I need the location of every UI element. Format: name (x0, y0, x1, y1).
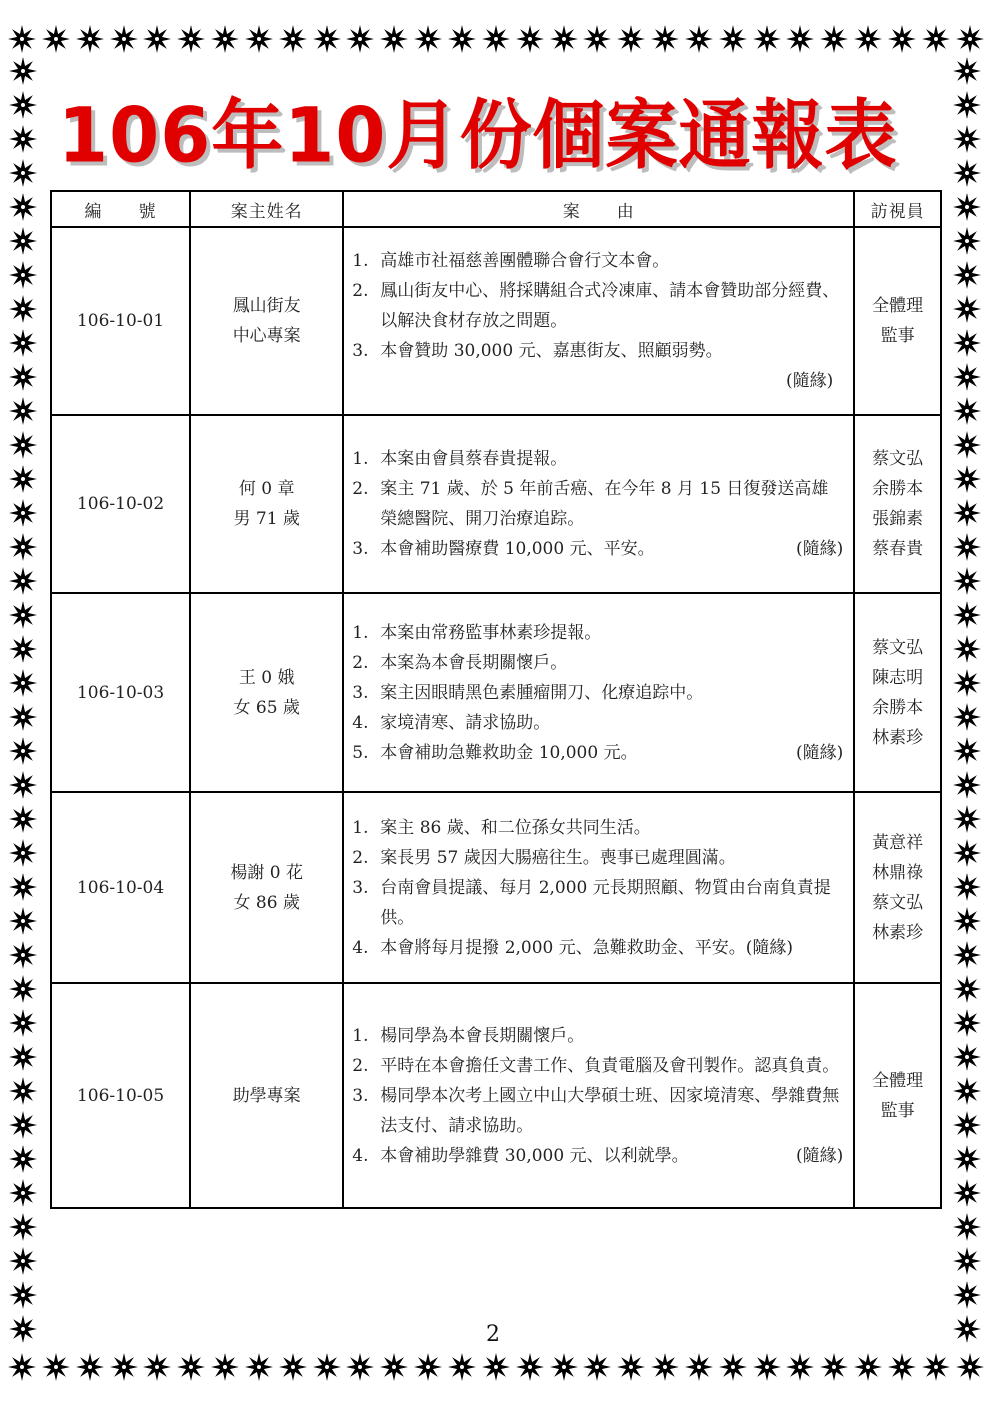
reason-item-text-content: 楊同學為本會長期關懷戶。 (380, 1025, 585, 1046)
asterisk-star-icon (951, 769, 983, 801)
asterisk-star-icon (108, 23, 140, 55)
client-name-line: 鳳山街友 (232, 296, 301, 316)
asterisk-star-icon (951, 701, 983, 733)
reason-item (352, 618, 843, 648)
reason-item-text (380, 474, 843, 534)
asterisk-star-icon (7, 1075, 39, 1107)
asterisk-star-icon (7, 497, 39, 529)
reason-item (352, 444, 843, 474)
asterisk-star-icon (7, 259, 39, 291)
page-title: 106年10月份個案通報表 (58, 91, 898, 180)
reason-item (352, 933, 843, 963)
asterisk-star-icon (951, 225, 983, 257)
reason-item (352, 246, 843, 276)
asterisk-star-icon (852, 23, 884, 55)
table-row (51, 983, 941, 1208)
reason-item-text (380, 246, 843, 276)
visitor-name: 蔡春貴 (872, 539, 924, 559)
reason-item-text (380, 444, 843, 474)
asterisk-star-icon (581, 1351, 613, 1383)
asterisk-star-icon (7, 1007, 39, 1039)
reason-item-text-content: 平時在本會擔任文書工作、負責電腦及會刊製作。認真負責。 (380, 1055, 840, 1076)
asterisk-star-icon (7, 565, 39, 597)
case-visitors (854, 593, 941, 792)
asterisk-star-icon (7, 191, 39, 223)
asterisk-star-icon (7, 973, 39, 1005)
reason-item-text-content: 本會補助急難救助金 10,000 元。 (380, 742, 638, 763)
asterisk-star-icon (40, 1351, 72, 1383)
visitor-name: 蔡文弘 (872, 892, 924, 913)
table-header-row (51, 191, 941, 227)
asterisk-star-icon (6, 23, 38, 55)
asterisk-star-icon (548, 23, 580, 55)
case-id: 106-10-02 (51, 415, 190, 593)
asterisk-star-icon (7, 395, 39, 427)
client-name-line: 女 86 歲 (233, 892, 300, 913)
asterisk-star-icon (40, 23, 72, 55)
asterisk-star-icon (412, 23, 444, 55)
case-id: 106-10-05 (51, 983, 190, 1208)
reason-item-text-content: 本會補助學雜費 30,000 元、以利就學。 (380, 1145, 689, 1166)
asterisk-star-icon (7, 225, 39, 257)
reason-item-number: 2. (352, 479, 369, 499)
asterisk-star-icon (175, 23, 207, 55)
asterisk-star-icon (951, 667, 983, 699)
decorative-border-top (6, 22, 986, 56)
case-id: 106-10-04 (51, 792, 190, 983)
asterisk-star-icon (951, 871, 983, 903)
asterisk-star-icon (951, 395, 983, 427)
reason-item-number: 3. (352, 539, 369, 559)
asterisk-star-icon (886, 23, 918, 55)
visitor-name: 林素珍 (872, 922, 924, 943)
reason-item-number: 2. (352, 1055, 369, 1076)
table-row (51, 415, 941, 593)
reason-item (352, 1021, 843, 1051)
asterisk-star-icon (74, 1351, 106, 1383)
decorative-border-right (950, 55, 984, 1345)
asterisk-star-icon (951, 1109, 983, 1141)
asterisk-star-icon (951, 531, 983, 563)
asterisk-star-icon (951, 633, 983, 665)
asterisk-star-icon (951, 1279, 983, 1311)
client-name-line: 助學專案 (232, 1085, 301, 1106)
asterisk-star-icon (951, 259, 983, 291)
reason-item (352, 738, 843, 768)
visitor-name: 余勝本 (872, 479, 924, 499)
reason-item-text (380, 813, 843, 843)
asterisk-star-icon (951, 1143, 983, 1175)
client-name-line: 王 0 娥 (238, 667, 295, 688)
table-row (51, 593, 941, 792)
asterisk-star-icon (412, 1351, 444, 1383)
case-client-name (190, 593, 343, 792)
asterisk-star-icon (7, 1143, 39, 1175)
asterisk-star-icon (344, 1351, 376, 1383)
reason-item (352, 1051, 843, 1081)
visitor-name: 蔡文弘 (872, 449, 924, 469)
asterisk-star-icon (243, 23, 275, 55)
reason-item-text-content: 案主 71 歲、於 5 年前舌癌、在今年 8 月 15 日復發送高雄榮總醫院、開刀治療追踪。 (380, 479, 829, 529)
decorative-border-bottom (6, 1350, 986, 1384)
table-row (51, 792, 941, 983)
case-visitors (854, 983, 941, 1208)
asterisk-star-icon (344, 23, 376, 55)
asterisk-star-icon (951, 429, 983, 461)
client-name-line: 中心專案 (232, 326, 301, 346)
page-number: 2 (486, 1322, 500, 1347)
reason-item-text (380, 1081, 843, 1141)
reason-item-text (380, 1051, 843, 1081)
asterisk-star-icon (7, 327, 39, 359)
asterisk-star-icon (7, 599, 39, 631)
asterisk-star-icon (649, 23, 681, 55)
asterisk-star-icon (7, 667, 39, 699)
asterisk-star-icon (378, 1351, 410, 1383)
client-name-line: 男 71 歲 (233, 509, 300, 529)
asterisk-star-icon (7, 1279, 39, 1311)
header-visitor: 訪視員 (854, 191, 941, 227)
asterisk-star-icon (378, 23, 410, 55)
reason-item-number: 2. (352, 847, 369, 868)
visitor-name: 張錦素 (872, 509, 924, 529)
asterisk-star-icon (951, 1177, 983, 1209)
visitor-name: 監事 (880, 326, 915, 346)
reason-item (352, 1081, 843, 1141)
reason-item (352, 843, 843, 873)
asterisk-star-icon (7, 735, 39, 767)
asterisk-star-icon (951, 191, 983, 223)
reason-item (352, 474, 843, 534)
visitor-name: 林鼎祿 (872, 862, 924, 883)
client-name-line: 女 65 歲 (233, 697, 300, 718)
asterisk-star-icon (951, 55, 983, 87)
reason-item (352, 336, 843, 366)
asterisk-star-icon (951, 803, 983, 835)
asterisk-star-icon (717, 1351, 749, 1383)
case-client-name (190, 983, 343, 1208)
reason-item (352, 813, 843, 843)
asterisk-star-icon (649, 1351, 681, 1383)
asterisk-star-icon (548, 1351, 580, 1383)
reason-item-text (380, 1021, 843, 1051)
asterisk-star-icon (7, 531, 39, 563)
asterisk-star-icon (920, 1351, 952, 1383)
asterisk-star-icon (480, 1351, 512, 1383)
reason-item-text (380, 843, 843, 873)
asterisk-star-icon (818, 23, 850, 55)
asterisk-star-icon (951, 463, 983, 495)
asterisk-star-icon (108, 1351, 140, 1383)
asterisk-star-icon (683, 23, 715, 55)
reason-item-number: 1. (352, 251, 369, 271)
asterisk-star-icon (7, 463, 39, 495)
reason-item-number: 4. (352, 1145, 369, 1166)
reason-item-text-content: 鳳山街友中心、將採購組合式冷凍庫、請本會贊助部分經費、以解決食材存放之問題。 (380, 281, 840, 331)
case-client-name (190, 792, 343, 983)
reason-item-text (380, 336, 843, 366)
asterisk-star-icon (7, 803, 39, 835)
asterisk-star-icon (7, 293, 39, 325)
donation-note: (隨緣) (786, 371, 834, 391)
asterisk-star-icon (951, 939, 983, 971)
asterisk-star-icon (7, 89, 39, 121)
reason-item-number: 2. (352, 281, 369, 301)
reason-item-text (380, 678, 843, 708)
asterisk-star-icon (951, 89, 983, 121)
client-name-line: 楊謝 0 花 (230, 862, 303, 883)
visitor-name: 監事 (880, 1100, 915, 1121)
asterisk-star-icon (7, 939, 39, 971)
reason-item-number: 1. (352, 449, 369, 469)
table-row (51, 227, 941, 415)
reason-item-number: 4. (352, 937, 369, 958)
reason-item-number: 1. (352, 622, 369, 643)
client-name-line: 何 0 章 (238, 479, 295, 499)
donation-note: (隨緣) (796, 742, 844, 763)
reason-item-text-content: 本案由常務監事林素珍提報。 (380, 622, 602, 643)
asterisk-star-icon (852, 1351, 884, 1383)
asterisk-star-icon (175, 1351, 207, 1383)
asterisk-star-icon (446, 1351, 478, 1383)
case-visitors (854, 227, 941, 415)
asterisk-star-icon (141, 1351, 173, 1383)
asterisk-star-icon (7, 1177, 39, 1209)
case-report-table (50, 190, 942, 1209)
reason-item-number: 3. (352, 682, 369, 703)
asterisk-star-icon (141, 23, 173, 55)
case-client-name (190, 227, 343, 415)
asterisk-star-icon (818, 1351, 850, 1383)
asterisk-star-icon (277, 23, 309, 55)
asterisk-star-icon (951, 837, 983, 869)
asterisk-star-icon (7, 1211, 39, 1243)
asterisk-star-icon (311, 1351, 343, 1383)
case-reason (343, 227, 854, 415)
reason-item-text (380, 738, 843, 768)
reason-item-text-content: 高雄市社福慈善團體聯合會行文本會。 (380, 251, 670, 271)
asterisk-star-icon (277, 1351, 309, 1383)
asterisk-star-icon (7, 1109, 39, 1141)
asterisk-star-icon (920, 23, 952, 55)
asterisk-star-icon (514, 1351, 546, 1383)
asterisk-star-icon (951, 361, 983, 393)
reason-item (352, 708, 843, 738)
reason-item-text-content: 本會補助醫療費 10,000 元、平安。 (380, 539, 655, 559)
asterisk-star-icon (951, 905, 983, 937)
asterisk-star-icon (751, 1351, 783, 1383)
reason-item-text-content: 本會將每月提撥 2,000 元、急難救助金、平安。(隨緣) (380, 937, 794, 958)
asterisk-star-icon (7, 429, 39, 461)
reason-item-text (380, 648, 843, 678)
reason-item-text-content: 家境清寒、請求協助。 (380, 712, 551, 733)
reason-item-text-content: 本會贊助 30,000 元、嘉惠街友、照顧弱勢。 (380, 341, 723, 361)
asterisk-star-icon (951, 599, 983, 631)
reason-item-number: 1. (352, 1025, 369, 1046)
reason-item (352, 678, 843, 708)
asterisk-star-icon (446, 23, 478, 55)
reason-item (352, 873, 843, 933)
visitor-name: 余勝本 (872, 697, 924, 718)
case-client-name (190, 415, 343, 593)
asterisk-star-icon (480, 23, 512, 55)
reason-item-number: 1. (352, 817, 369, 838)
case-reason (343, 983, 854, 1208)
case-reason (343, 415, 854, 593)
reason-item-text-content: 本案由會員蔡春貴提報。 (380, 449, 568, 469)
asterisk-star-icon (951, 565, 983, 597)
asterisk-star-icon (683, 1351, 715, 1383)
header-id: 編 號 (51, 191, 190, 227)
reason-item-text-content: 楊同學本次考上國立中山大學碩士班、因家境清寒、學雜費無法支付、請求協助。 (380, 1085, 840, 1136)
case-reason (343, 792, 854, 983)
visitor-name: 蔡文弘 (872, 637, 924, 658)
reason-item-text (380, 618, 843, 648)
reason-item-number: 3. (352, 1085, 369, 1106)
case-visitors (854, 792, 941, 983)
asterisk-star-icon (615, 1351, 647, 1383)
reason-item-text (380, 708, 843, 738)
asterisk-star-icon (615, 23, 647, 55)
asterisk-star-icon (7, 701, 39, 733)
visitor-name: 黃意祥 (872, 832, 924, 853)
asterisk-star-icon (784, 1351, 816, 1383)
asterisk-star-icon (581, 23, 613, 55)
reason-item (352, 534, 843, 564)
donation-note: (隨緣) (796, 1145, 844, 1166)
asterisk-star-icon (243, 1351, 275, 1383)
reason-item-text (380, 276, 843, 336)
reason-item-text (380, 1141, 843, 1171)
asterisk-star-icon (7, 55, 39, 87)
reason-item-number: 5. (352, 742, 369, 763)
reason-item-text-content: 台南會員提議、每月 2,000 元長期照顧、物質由台南負責提供。 (380, 877, 831, 928)
asterisk-star-icon (951, 1211, 983, 1243)
visitor-name: 林素珍 (872, 727, 924, 748)
case-visitors (854, 415, 941, 593)
decorative-border-left (6, 55, 40, 1345)
asterisk-star-icon (784, 23, 816, 55)
header-name: 案主姓名 (190, 191, 343, 227)
asterisk-star-icon (7, 837, 39, 869)
reason-item (352, 648, 843, 678)
asterisk-star-icon (951, 973, 983, 1005)
asterisk-star-icon (951, 1041, 983, 1073)
asterisk-star-icon (954, 23, 986, 55)
asterisk-star-icon (7, 157, 39, 189)
asterisk-star-icon (7, 769, 39, 801)
asterisk-star-icon (951, 1007, 983, 1039)
reason-item (352, 1141, 843, 1171)
reason-item-text-content: 案長男 57 歲因大腸癌往生。喪事已處理圓滿。 (380, 847, 736, 868)
asterisk-star-icon (7, 633, 39, 665)
asterisk-star-icon (951, 1245, 983, 1277)
asterisk-star-icon (951, 1313, 983, 1345)
asterisk-star-icon (7, 123, 39, 155)
asterisk-star-icon (7, 361, 39, 393)
visitor-name: 全體理 (872, 1070, 924, 1091)
asterisk-star-icon (209, 1351, 241, 1383)
asterisk-star-icon (751, 23, 783, 55)
reason-item-text-content: 案主因眼睛黑色素腫瘤開刀、化療追踪中。 (380, 682, 704, 703)
asterisk-star-icon (7, 1041, 39, 1073)
asterisk-star-icon (311, 23, 343, 55)
reason-item (352, 276, 843, 336)
reason-item-number: 3. (352, 341, 369, 361)
asterisk-star-icon (7, 1245, 39, 1277)
case-id: 106-10-01 (51, 227, 190, 415)
visitor-name: 全體理 (872, 296, 924, 316)
case-reason (343, 593, 854, 792)
reason-item-number: 4. (352, 712, 369, 733)
asterisk-star-icon (514, 23, 546, 55)
asterisk-star-icon (954, 1351, 986, 1383)
asterisk-star-icon (209, 23, 241, 55)
asterisk-star-icon (951, 497, 983, 529)
reason-item-number: 2. (352, 652, 369, 673)
reason-item-text (380, 933, 843, 963)
asterisk-star-icon (7, 1313, 39, 1345)
asterisk-star-icon (951, 1075, 983, 1107)
asterisk-star-icon (951, 123, 983, 155)
asterisk-star-icon (7, 905, 39, 937)
asterisk-star-icon (951, 327, 983, 359)
header-reason: 案 由 (343, 191, 854, 227)
asterisk-star-icon (74, 23, 106, 55)
visitor-name: 陳志明 (872, 667, 924, 688)
case-id: 106-10-03 (51, 593, 190, 792)
reason-item-text (380, 534, 843, 564)
asterisk-star-icon (951, 735, 983, 767)
asterisk-star-icon (6, 1351, 38, 1383)
asterisk-star-icon (7, 871, 39, 903)
reason-item-text-content: 本案為本會長期關懷戶。 (380, 652, 568, 673)
asterisk-star-icon (717, 23, 749, 55)
asterisk-star-icon (951, 157, 983, 189)
reason-item-text-content: 案主 86 歲、和二位孫女共同生活。 (380, 817, 651, 838)
asterisk-star-icon (951, 293, 983, 325)
reason-item-text (380, 873, 843, 933)
reason-item-number: 3. (352, 877, 369, 898)
asterisk-star-icon (886, 1351, 918, 1383)
donation-note: (隨緣) (796, 539, 844, 559)
